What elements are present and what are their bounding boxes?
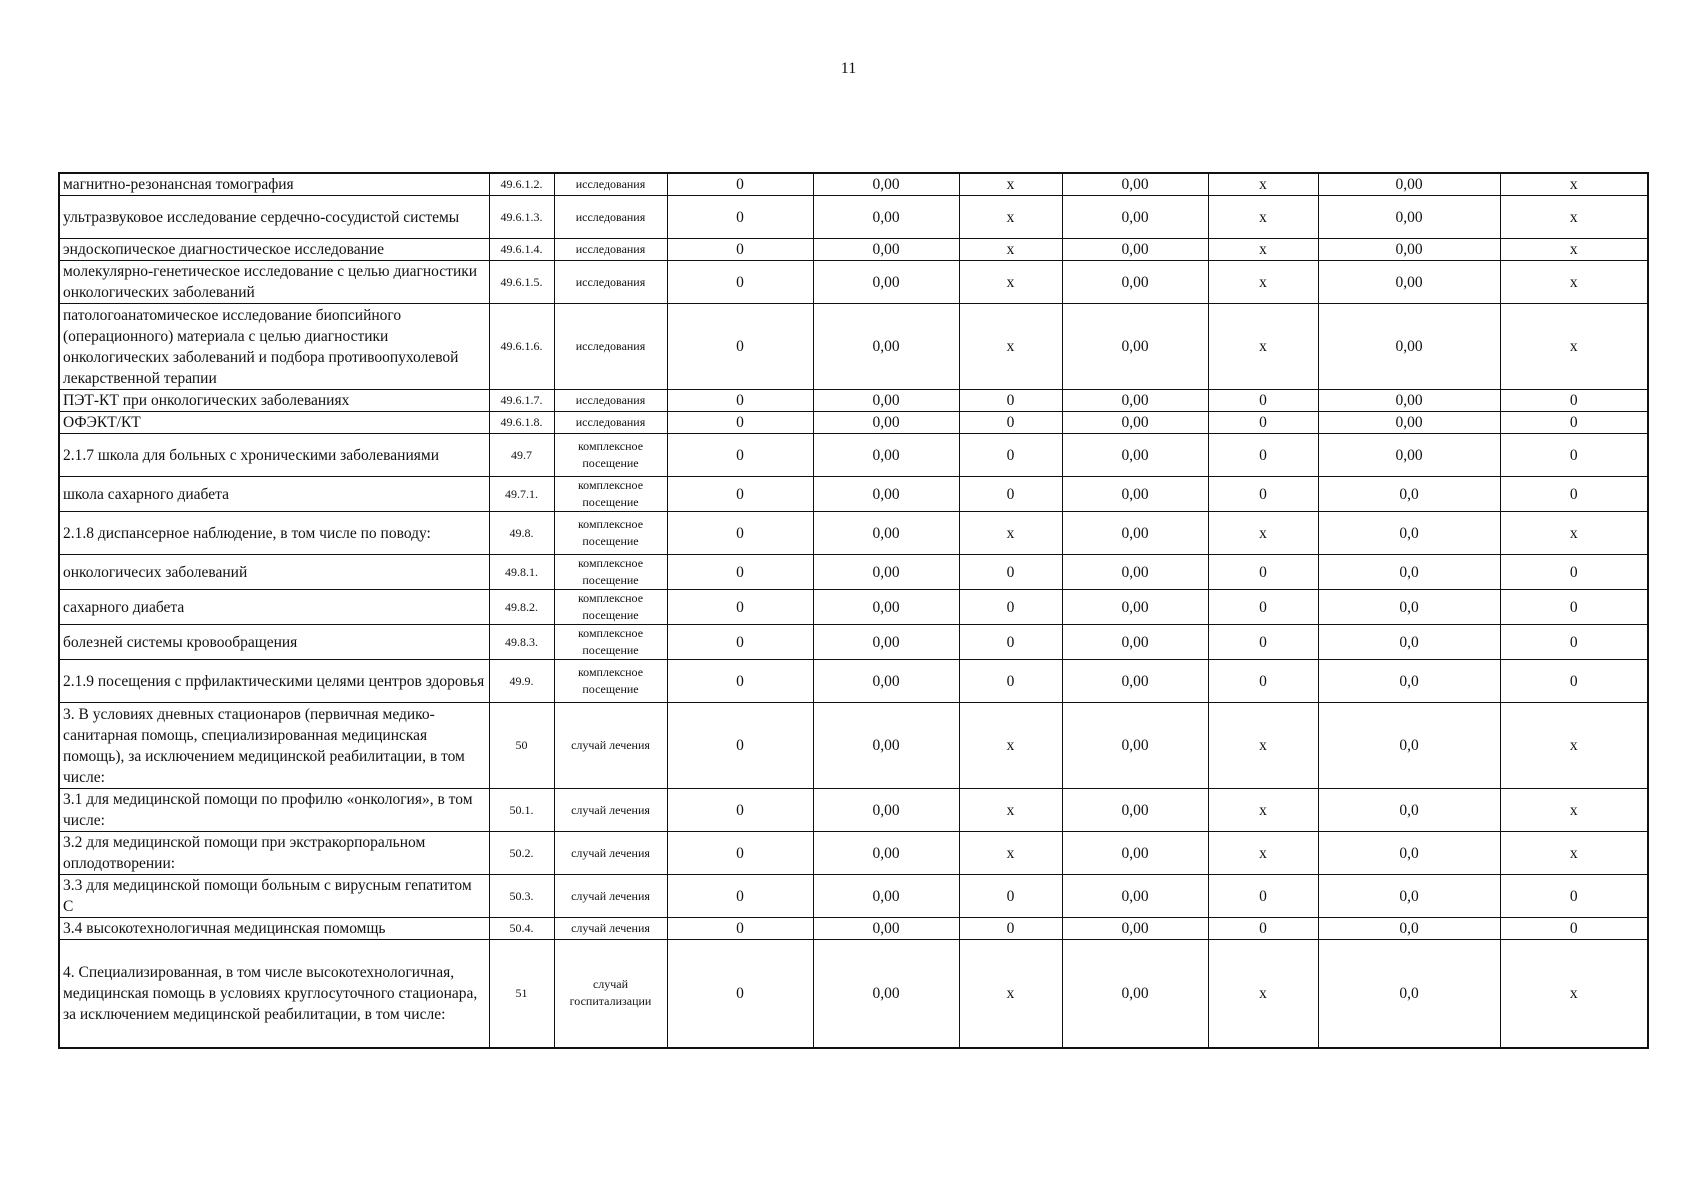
value-col-6-cell: 0,00: [1318, 434, 1500, 477]
value-col-4-cell: 0,00: [1062, 304, 1208, 390]
value-col-6-cell: 0,00: [1318, 196, 1500, 239]
value-col-5-cell: х: [1208, 173, 1318, 196]
value-col-2-cell: 0,00: [813, 512, 959, 555]
row-unit-cell: исследования: [554, 304, 667, 390]
row-unit-cell: комплексное посещение: [554, 555, 667, 590]
value-col-4-cell: 0,00: [1062, 412, 1208, 434]
value-col-6-cell: 0,0: [1318, 832, 1500, 875]
value-col-2-cell: 0,00: [813, 261, 959, 304]
row-name-cell: 2.1.7 школа для больных с хроническими заболеваниями: [59, 434, 489, 477]
value-col-2-cell: 0,00: [813, 918, 959, 940]
row-name-cell: ультразвуковое исследование сердечно-сосудистой системы: [59, 196, 489, 239]
table-row: [59, 412, 1648, 434]
value-col-3-cell: 0: [959, 434, 1062, 477]
row-name-cell: 3. В условиях дневных стационаров (первичная медико-санитарная помощь, специализированная медицинская помощь), за исключением медицинской реабилитации, в том числе:: [59, 703, 489, 789]
value-col-2-cell: 0,00: [813, 590, 959, 625]
value-col-4-cell: 0,00: [1062, 703, 1208, 789]
row-unit-cell: комплексное посещение: [554, 434, 667, 477]
value-col-6-cell: 0,0: [1318, 703, 1500, 789]
row-code-cell: 50.1.: [489, 789, 554, 832]
value-col-1-cell: 0: [667, 412, 813, 434]
value-col-2-cell: 0,00: [813, 412, 959, 434]
value-col-1-cell: 0: [667, 555, 813, 590]
row-code-cell: 49.6.1.7.: [489, 390, 554, 412]
table-row: [59, 789, 1648, 832]
value-col-7-cell: х: [1500, 512, 1648, 555]
value-col-1-cell: 0: [667, 940, 813, 1048]
row-code-cell: 49.6.1.8.: [489, 412, 554, 434]
value-col-6-cell: 0,0: [1318, 660, 1500, 703]
row-code-cell: 50.3.: [489, 875, 554, 918]
value-col-4-cell: 0,00: [1062, 625, 1208, 660]
value-col-3-cell: х: [959, 940, 1062, 1048]
value-col-5-cell: 0: [1208, 555, 1318, 590]
value-col-7-cell: 0: [1500, 660, 1648, 703]
table-row: [59, 434, 1648, 477]
row-name-cell: 2.1.8 диспансерное наблюдение, в том числе по поводу:: [59, 512, 489, 555]
value-col-1-cell: 0: [667, 477, 813, 512]
value-col-7-cell: х: [1500, 832, 1648, 875]
row-name-cell: магнитно-резонансная томография: [59, 173, 489, 196]
value-col-7-cell: х: [1500, 173, 1648, 196]
value-col-6-cell: 0,0: [1318, 590, 1500, 625]
row-code-cell: 49.8.3.: [489, 625, 554, 660]
value-col-4-cell: 0,00: [1062, 512, 1208, 555]
value-col-3-cell: х: [959, 703, 1062, 789]
value-col-7-cell: 0: [1500, 918, 1648, 940]
data-table: [58, 172, 1649, 1049]
value-col-5-cell: х: [1208, 703, 1318, 789]
value-col-1-cell: 0: [667, 703, 813, 789]
value-col-3-cell: х: [959, 196, 1062, 239]
row-unit-cell: случай лечения: [554, 875, 667, 918]
value-col-3-cell: х: [959, 239, 1062, 261]
value-col-3-cell: 0: [959, 918, 1062, 940]
value-col-1-cell: 0: [667, 239, 813, 261]
value-col-3-cell: х: [959, 512, 1062, 555]
value-col-5-cell: 0: [1208, 875, 1318, 918]
value-col-4-cell: 0,00: [1062, 434, 1208, 477]
page-number: 11: [840, 60, 857, 77]
row-code-cell: 49.6.1.3.: [489, 196, 554, 239]
table-row: [59, 512, 1648, 555]
value-col-4-cell: 0,00: [1062, 261, 1208, 304]
value-col-5-cell: 0: [1208, 477, 1318, 512]
table-row: [59, 261, 1648, 304]
row-name-cell: сахарного диабета: [59, 590, 489, 625]
row-name-cell: 3.4 высокотехнологичная медицинская помомщь: [59, 918, 489, 940]
value-col-4-cell: 0,00: [1062, 660, 1208, 703]
value-col-3-cell: 0: [959, 477, 1062, 512]
value-col-5-cell: х: [1208, 261, 1318, 304]
row-code-cell: 49.6.1.6.: [489, 304, 554, 390]
value-col-3-cell: 0: [959, 875, 1062, 918]
table-row: [59, 477, 1648, 512]
value-col-1-cell: 0: [667, 875, 813, 918]
row-unit-cell: комплексное посещение: [554, 660, 667, 703]
value-col-2-cell: 0,00: [813, 477, 959, 512]
row-unit-cell: исследования: [554, 412, 667, 434]
value-col-7-cell: 0: [1500, 477, 1648, 512]
value-col-7-cell: 0: [1500, 390, 1648, 412]
row-code-cell: 50: [489, 703, 554, 789]
row-unit-cell: комплексное посещение: [554, 590, 667, 625]
value-col-5-cell: х: [1208, 512, 1318, 555]
value-col-2-cell: 0,00: [813, 239, 959, 261]
row-name-cell: онкологичесих заболеваний: [59, 555, 489, 590]
value-col-2-cell: 0,00: [813, 703, 959, 789]
row-name-cell: 3.3 для медицинской помощи больным с вирусным гепатитом С: [59, 875, 489, 918]
value-col-1-cell: 0: [667, 590, 813, 625]
row-unit-cell: случай лечения: [554, 789, 667, 832]
row-unit-cell: комплексное посещение: [554, 477, 667, 512]
value-col-1-cell: 0: [667, 660, 813, 703]
value-col-4-cell: 0,00: [1062, 789, 1208, 832]
value-col-4-cell: 0,00: [1062, 918, 1208, 940]
value-col-6-cell: 0,00: [1318, 239, 1500, 261]
value-col-3-cell: х: [959, 304, 1062, 390]
row-code-cell: 49.7.1.: [489, 477, 554, 512]
value-col-6-cell: 0,00: [1318, 173, 1500, 196]
value-col-3-cell: 0: [959, 625, 1062, 660]
row-name-cell: 3.1 для медицинской помощи по профилю «онкология», в том числе:: [59, 789, 489, 832]
value-col-6-cell: 0,0: [1318, 940, 1500, 1048]
value-col-7-cell: х: [1500, 703, 1648, 789]
value-col-6-cell: 0,0: [1318, 512, 1500, 555]
value-col-2-cell: 0,00: [813, 625, 959, 660]
value-col-6-cell: 0,00: [1318, 390, 1500, 412]
value-col-5-cell: х: [1208, 196, 1318, 239]
row-unit-cell: исследования: [554, 196, 667, 239]
value-col-7-cell: х: [1500, 196, 1648, 239]
table-row: [59, 196, 1648, 239]
value-col-5-cell: 0: [1208, 390, 1318, 412]
value-col-7-cell: х: [1500, 261, 1648, 304]
value-col-4-cell: 0,00: [1062, 555, 1208, 590]
value-col-7-cell: 0: [1500, 555, 1648, 590]
value-col-5-cell: х: [1208, 304, 1318, 390]
value-col-6-cell: 0,00: [1318, 261, 1500, 304]
value-col-2-cell: 0,00: [813, 940, 959, 1048]
row-name-cell: болезней системы кровообращения: [59, 625, 489, 660]
table-row: [59, 304, 1648, 390]
value-col-7-cell: 0: [1500, 412, 1648, 434]
value-col-3-cell: х: [959, 173, 1062, 196]
value-col-4-cell: 0,00: [1062, 173, 1208, 196]
value-col-2-cell: 0,00: [813, 434, 959, 477]
value-col-6-cell: 0,0: [1318, 875, 1500, 918]
row-code-cell: 50.2.: [489, 832, 554, 875]
value-col-4-cell: 0,00: [1062, 390, 1208, 412]
value-col-2-cell: 0,00: [813, 304, 959, 390]
value-col-3-cell: 0: [959, 555, 1062, 590]
value-col-1-cell: 0: [667, 918, 813, 940]
row-name-cell: ОФЭКТ/КТ: [59, 412, 489, 434]
row-code-cell: 49.8.1.: [489, 555, 554, 590]
value-col-1-cell: 0: [667, 789, 813, 832]
value-col-2-cell: 0,00: [813, 390, 959, 412]
value-col-2-cell: 0,00: [813, 660, 959, 703]
value-col-3-cell: х: [959, 832, 1062, 875]
row-unit-cell: исследования: [554, 390, 667, 412]
value-col-7-cell: х: [1500, 940, 1648, 1048]
table-row: [59, 918, 1648, 940]
value-col-4-cell: 0,00: [1062, 590, 1208, 625]
value-col-5-cell: 0: [1208, 590, 1318, 625]
value-col-1-cell: 0: [667, 434, 813, 477]
value-col-5-cell: х: [1208, 789, 1318, 832]
row-unit-cell: случай госпитализации: [554, 940, 667, 1048]
value-col-6-cell: 0,0: [1318, 789, 1500, 832]
value-col-5-cell: 0: [1208, 412, 1318, 434]
value-col-1-cell: 0: [667, 625, 813, 660]
value-col-1-cell: 0: [667, 173, 813, 196]
value-col-5-cell: 0: [1208, 434, 1318, 477]
value-col-4-cell: 0,00: [1062, 875, 1208, 918]
table-row: [59, 625, 1648, 660]
row-unit-cell: случай лечения: [554, 832, 667, 875]
row-unit-cell: исследования: [554, 261, 667, 304]
row-code-cell: 49.6.1.2.: [489, 173, 554, 196]
value-col-7-cell: х: [1500, 304, 1648, 390]
row-unit-cell: комплексное посещение: [554, 625, 667, 660]
value-col-1-cell: 0: [667, 512, 813, 555]
row-unit-cell: исследования: [554, 239, 667, 261]
value-col-1-cell: 0: [667, 196, 813, 239]
table-row: [59, 660, 1648, 703]
value-col-2-cell: 0,00: [813, 173, 959, 196]
row-name-cell: 2.1.9 посещения с прфилактическими целями центров здоровья: [59, 660, 489, 703]
row-code-cell: 51: [489, 940, 554, 1048]
table-row: [59, 173, 1648, 196]
row-unit-cell: случай лечения: [554, 703, 667, 789]
row-unit-cell: исследования: [554, 173, 667, 196]
row-code-cell: 50.4.: [489, 918, 554, 940]
value-col-2-cell: 0,00: [813, 196, 959, 239]
value-col-5-cell: х: [1208, 239, 1318, 261]
row-code-cell: 49.6.1.5.: [489, 261, 554, 304]
value-col-2-cell: 0,00: [813, 832, 959, 875]
value-col-1-cell: 0: [667, 390, 813, 412]
value-col-3-cell: 0: [959, 412, 1062, 434]
value-col-6-cell: 0,0: [1318, 477, 1500, 512]
value-col-4-cell: 0,00: [1062, 239, 1208, 261]
value-col-2-cell: 0,00: [813, 789, 959, 832]
value-col-3-cell: 0: [959, 660, 1062, 703]
value-col-2-cell: 0,00: [813, 875, 959, 918]
table-row: [59, 832, 1648, 875]
value-col-5-cell: 0: [1208, 918, 1318, 940]
table-row: [59, 239, 1648, 261]
value-col-5-cell: 0: [1208, 625, 1318, 660]
value-col-5-cell: 0: [1208, 660, 1318, 703]
value-col-4-cell: 0,00: [1062, 832, 1208, 875]
row-name-cell: 4. Специализированная, в том числе высокотехнологичная, медицинская помощь в условиях круглосуточного стационара, за исключением медицинской реабилитации, в том числе:: [59, 940, 489, 1048]
row-name-cell: ПЭТ-КТ при онкологических заболеваниях: [59, 390, 489, 412]
table-row: [59, 390, 1648, 412]
row-name-cell: патологоанатомическое исследование биопсийного (операционного) материала с целью диагностики онкологических заболеваний и подбора противоопухолевой лекарственной терапии: [59, 304, 489, 390]
table-row: [59, 875, 1648, 918]
value-col-5-cell: х: [1208, 940, 1318, 1048]
value-col-1-cell: 0: [667, 832, 813, 875]
table-body: [59, 173, 1648, 1048]
value-col-5-cell: х: [1208, 832, 1318, 875]
value-col-3-cell: х: [959, 789, 1062, 832]
table-row: [59, 940, 1648, 1048]
value-col-7-cell: 0: [1500, 434, 1648, 477]
row-name-cell: 3.2 для медицинской помощи при экстракорпоральном оплодотворении:: [59, 832, 489, 875]
value-col-6-cell: 0,0: [1318, 555, 1500, 590]
row-name-cell: эндоскопическое диагностическое исследование: [59, 239, 489, 261]
value-col-7-cell: 0: [1500, 625, 1648, 660]
value-col-7-cell: х: [1500, 239, 1648, 261]
table-row: [59, 590, 1648, 625]
value-col-6-cell: 0,00: [1318, 304, 1500, 390]
value-col-7-cell: 0: [1500, 875, 1648, 918]
row-code-cell: 49.6.1.4.: [489, 239, 554, 261]
row-name-cell: школа сахарного диабета: [59, 477, 489, 512]
row-code-cell: 49.8.2.: [489, 590, 554, 625]
value-col-4-cell: 0,00: [1062, 940, 1208, 1048]
row-code-cell: 49.7: [489, 434, 554, 477]
table-row: [59, 555, 1648, 590]
value-col-6-cell: 0,00: [1318, 412, 1500, 434]
value-col-6-cell: 0,0: [1318, 918, 1500, 940]
value-col-4-cell: 0,00: [1062, 196, 1208, 239]
value-col-2-cell: 0,00: [813, 555, 959, 590]
value-col-7-cell: 0: [1500, 590, 1648, 625]
row-code-cell: 49.9.: [489, 660, 554, 703]
value-col-3-cell: х: [959, 261, 1062, 304]
value-col-7-cell: х: [1500, 789, 1648, 832]
value-col-1-cell: 0: [667, 304, 813, 390]
row-name-cell: молекулярно-генетическое исследование с целью диагностики онкологических заболеваний: [59, 261, 489, 304]
value-col-6-cell: 0,0: [1318, 625, 1500, 660]
value-col-3-cell: 0: [959, 590, 1062, 625]
row-code-cell: 49.8.: [489, 512, 554, 555]
value-col-3-cell: 0: [959, 390, 1062, 412]
row-unit-cell: случай лечения: [554, 918, 667, 940]
value-col-4-cell: 0,00: [1062, 477, 1208, 512]
row-unit-cell: комплексное посещение: [554, 512, 667, 555]
value-col-1-cell: 0: [667, 261, 813, 304]
table-row: [59, 703, 1648, 789]
